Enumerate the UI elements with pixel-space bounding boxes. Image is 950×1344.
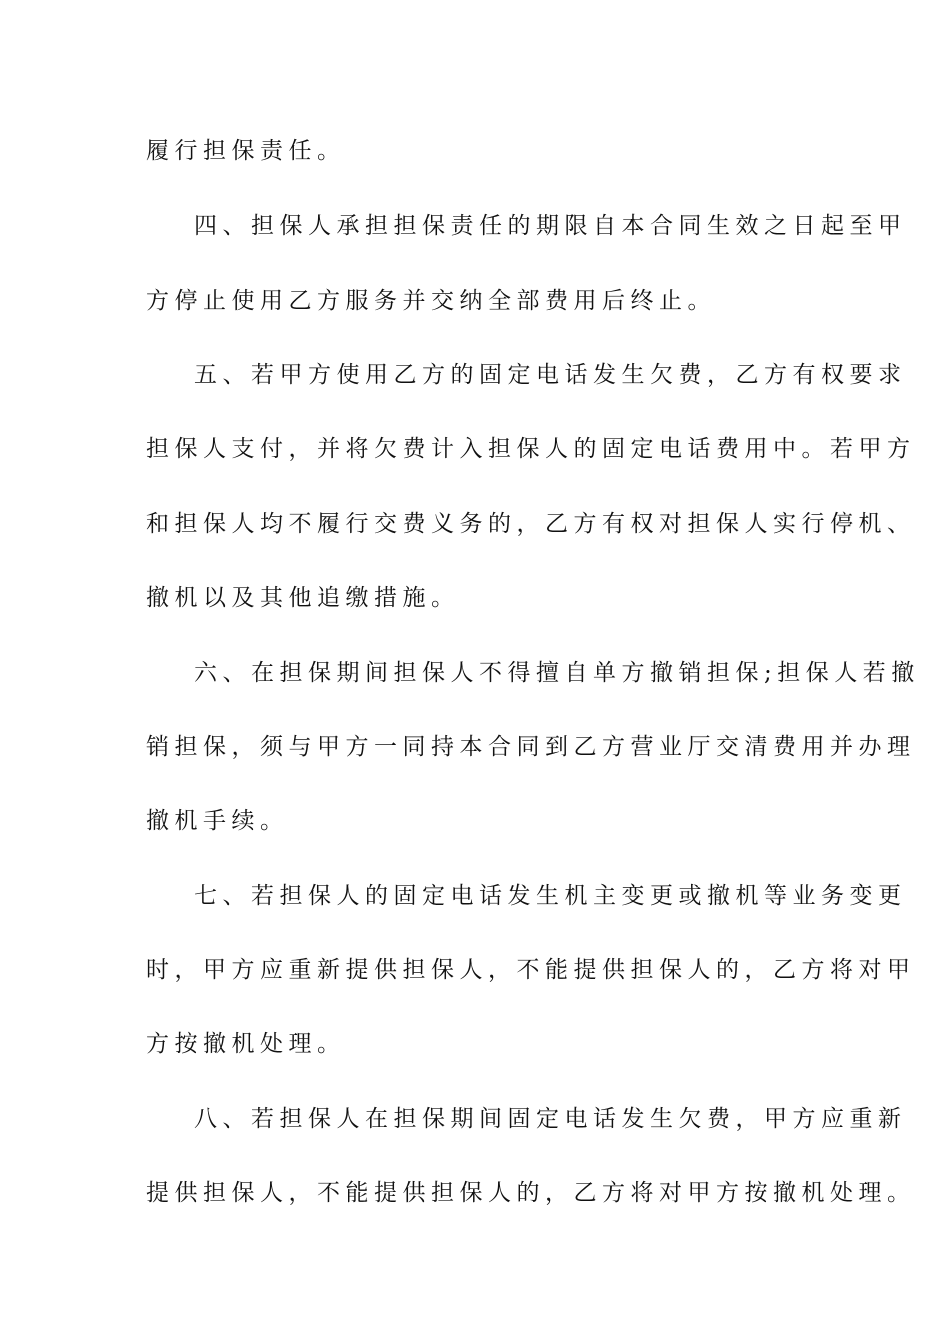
paragraph-line: 四、担保人承担担保责任的期限自本合同生效之日起至甲 <box>194 213 907 239</box>
paragraph-line: 提供担保人，不能提供担保人的，乙方将对甲方按撤机处理。 <box>146 1180 916 1206</box>
paragraph-line: 方停止使用乙方服务并交纳全部费用后终止。 <box>146 288 716 314</box>
paragraph-line: 五、若甲方使用乙方的固定电话发生欠费，乙方有权要求 <box>194 362 907 388</box>
paragraph-line: 履行担保责任。 <box>146 138 346 164</box>
paragraph-line: 方按撤机处理。 <box>146 1031 346 1057</box>
paragraph-line: 撤机手续。 <box>146 808 289 834</box>
paragraph-line: 六、在担保期间担保人不得擅自单方撤销担保;担保人若撤 <box>194 660 920 686</box>
paragraph-line: 担保人支付，并将欠费计入担保人的固定电话费用中。若甲方 <box>146 436 916 462</box>
paragraph-line: 八、若担保人在担保期间固定电话发生欠费，甲方应重新 <box>194 1106 907 1132</box>
paragraph-line: 销担保，须与甲方一同持本合同到乙方营业厅交清费用并办理 <box>146 734 916 760</box>
paragraph-line: 时，甲方应重新提供担保人，不能提供担保人的，乙方将对甲 <box>146 957 916 983</box>
paragraph-line: 七、若担保人的固定电话发生机主变更或撤机等业务变更 <box>194 883 907 909</box>
paragraph-line: 撤机以及其他追缴措施。 <box>146 585 460 611</box>
paragraph-line: 和担保人均不履行交费义务的，乙方有权对担保人实行停机、 <box>146 511 916 537</box>
